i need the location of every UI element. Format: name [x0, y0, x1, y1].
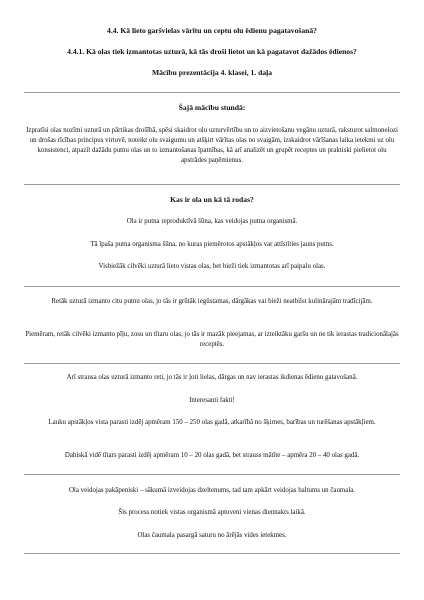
section4-paragraph-2: Šis process notiek vistas organismā aptuveni vienas diennakts laikā. [118, 509, 306, 516]
divider-4 [24, 363, 400, 364]
divider-6 [24, 553, 400, 554]
interesting-facts-label: Interesanti fakti! [189, 397, 235, 404]
section4-paragraph-3: Olas čaumala pasargā saturu no ārējās vides ietekmes. [137, 532, 287, 539]
section2-paragraph-2: Piemēram, retāk cilvēki izmanto pīļu, zosu un tītaru olas, jo tās ir mazāk pieejamas, ar izteiktāku garšu un ne tik ierastas tradicionālajās receptēs. [25, 331, 399, 348]
section3-paragraph-3: Lauku apstākļos vista parasti izdēj apmēram 150 – 250 olas gadā, atkarībā no šķirnes, barības un turēšanas apstākļiem. [48, 419, 376, 426]
divider-5 [24, 474, 400, 475]
divider-1 [24, 92, 400, 93]
document-title: 4.4. Kā lieto garšvielas vārītu un ceptu olu ēdienu pagatavošanā? [107, 26, 317, 35]
section1-paragraph-1: Ola ir putna reproduktīvā šūna, kas veidojas putna organismā. [126, 218, 298, 225]
document-subtitle: 4.4.1. Kā olas tiek izmantotas uzturā, kā tās droši lietot un kā pagatavot dažādos ēdienos? [67, 47, 357, 56]
lesson-body: Izpratīsi olas nozīmi uzturā un pārtikas drošībā, spēsi skaidrot olu uzturvērtību un to aizvietošanu vegānu uzturā, raksturot salmonelozi un drošas rīcības principus virtuvē, noteikt olu svaigumu un atšķirt vārītas olas no svaigām, izskaidrot vārīšanas laika ietekmi uz olu konsistenci, atpazīt dažādu putnu olas un to izmantošanas īpatnības, kā arī analizēt un grupēt receptes un praktiski pielietot olu apstrādes paņēmienus. [26, 127, 398, 164]
section1-paragraph-3: Visbiežāk cilvēki uzturā lieto vistas olas, bet bieži tiek izmantotas arī paipalu olas. [98, 263, 326, 270]
section-heading-what-is-egg: Kas ir ola un kā tā rodas? [170, 195, 254, 204]
section2-paragraph-1: Retāk uzturā izmanto citu putnu olas, jo tās ir grūtāk iegūstamas, dārgākas vai bieži neatbilst kulinārajām tradīcijām. [51, 298, 373, 305]
divider-2 [24, 184, 400, 185]
section3-paragraph-1: Arī strausa olas uzturā izmanto reti, jo tās ir ļoti lielas, dārgas un nav ierastas ikdienas ēdienu gatavošanā. [66, 374, 358, 381]
presentation-label: Mācību prezentācija 4. klasei, 1. daļa [151, 68, 273, 77]
section4-paragraph-1: Ola veidojas pakāpeniski – sākumā izveidojas dzeltenums, tad tam apkārt veidojas baltums un čaumala. [68, 487, 356, 494]
section3-paragraph-4: Dabiskā vidē tītars parasti izdēj apmēram 10 – 20 olas gadā, bet strauss mātīte – apmēra 20 – 40 olas gadā. [64, 452, 360, 459]
section1-paragraph-2: Tā īpaša putna organisma šūna, no kuras piemērotos apstākļos var attīstīties jauns putns. [90, 241, 334, 248]
divider-3 [24, 286, 400, 287]
lesson-heading: Šajā mācību stundā: [178, 103, 246, 112]
